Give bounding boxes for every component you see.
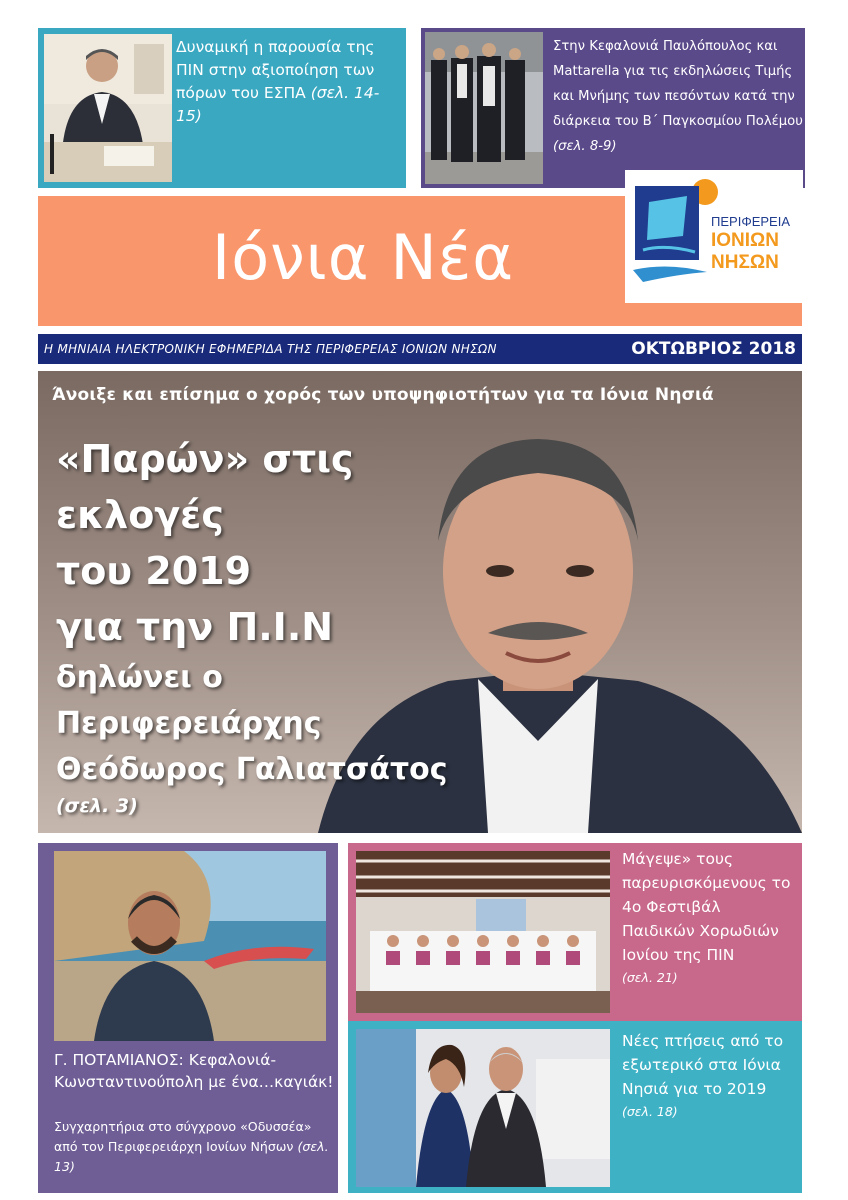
logo-line-1: ΠΕΡΙΦΕΡΕΙΑ [711,214,791,229]
story-kayak-body-text: Συγχαρητήρια στο σύγχρονο «Οδυσσέα» από τον Περιφερειάρχη Ιονίων Νήσων [54,1119,312,1154]
story-espa[interactable] [38,28,406,188]
ship-sun-logo-icon [629,174,799,299]
issue-date: ΟΚΤΩΒΡΙΟΣ 2018 [631,339,796,359]
headline-line-2: εκλογές [56,493,224,537]
story-espa-page-ref: (σελ. 14-15) [176,84,380,125]
story-espa-text [176,36,402,128]
headline-line-3: του 2019 [56,549,252,593]
ceremony-photo [425,32,543,184]
lead-story[interactable] [38,371,802,833]
story-new-flights[interactable] [348,1021,802,1193]
story-flights-page-ref: (σελ. 18) [622,1104,678,1119]
newspaper-subtitle: Η ΜΗΝΙΑΙΑ ΗΛΕΚΤΡΟΝΙΚΗ ΕΦΗΜΕΡΙΔΑ ΤΗΣ ΠΕΡΙΦΕΡΕΙΑΣ ΙΟΝΙΩΝ ΝΗΣΩΝ [44,342,497,356]
logo-line-3: ΝΗΣΩΝ [711,252,779,273]
headline-line-4: για την Π.Ι.Ν [56,605,334,649]
headline-line-6: Περιφερειάρχης [56,706,322,741]
story-kefalonia-text [553,34,803,159]
headline-line-1: «Παρών» στις [56,437,354,481]
story-flights-headline: Νέες πτήσεις από το εξωτερικό στα Ιόνια Νησιά για το 2019 [622,1032,784,1098]
story-kefalonia-headline: Στην Κεφαλονιά Παυλόπουλος και Mattarella για τις εκδηλώσεις Τιμής και Μνήμης των πεσόντων κατά την διάρκεια του Β΄ Παγκοσμίου Πολέμου [553,39,803,129]
lead-page-ref: (σελ. 3) [56,795,138,817]
story-choir-page-ref: (σελ. 21) [622,970,678,985]
story-espa-headline: Δυναμική η παρουσία της ΠΙΝ στην αξιοποίηση των πόρων του ΕΣΠΑ [176,38,375,102]
story-kayak-title: Γ. ΠΟΤΑΜΙΑΝΟΣ: Κεφαλονιά-Κωνσταντινούπολη με ένα…καγιάκ! [54,1051,334,1091]
story-choir-festival[interactable] [348,843,802,1021]
story-choir-text [622,847,798,989]
logo-line-2: ΙΟΝΙΩΝ [711,230,780,251]
story-kefalonia-page-ref: (σελ. 8-9) [553,139,617,154]
flights-meeting-photo [356,1029,610,1187]
newspaper-title: Ιόνια Νέα [211,221,515,294]
choir-photo [356,851,610,1013]
region-logo[interactable] [625,170,803,303]
lead-kicker: Άνοιξε και επίσημα ο χορός των υποψηφιοτήτων για τα Ιόνια Νησιά [52,385,714,405]
kayaker-photo [54,851,326,1041]
story-kayak-page-ref: (σελ. 13) [54,1139,329,1174]
headline-line-5: δηλώνει ο [56,660,223,695]
official-at-desk-photo [44,34,172,182]
lead-headline [56,431,536,819]
story-kefalonia-ceremony[interactable] [421,28,805,188]
story-choir-headline: Μάγεψε» τους παρευρισκόμενους το 4ο Φεστιβάλ Παιδικών Χορωδιών Ιονίου της ΠΙΝ [622,850,791,964]
subtitle-band [38,334,802,364]
story-kayak-body [54,1117,334,1177]
story-flights-text [622,1029,798,1123]
story-kayak[interactable] [38,843,338,1193]
headline-line-7: Θεόδωρος Γαλιατσάτος [56,752,448,787]
